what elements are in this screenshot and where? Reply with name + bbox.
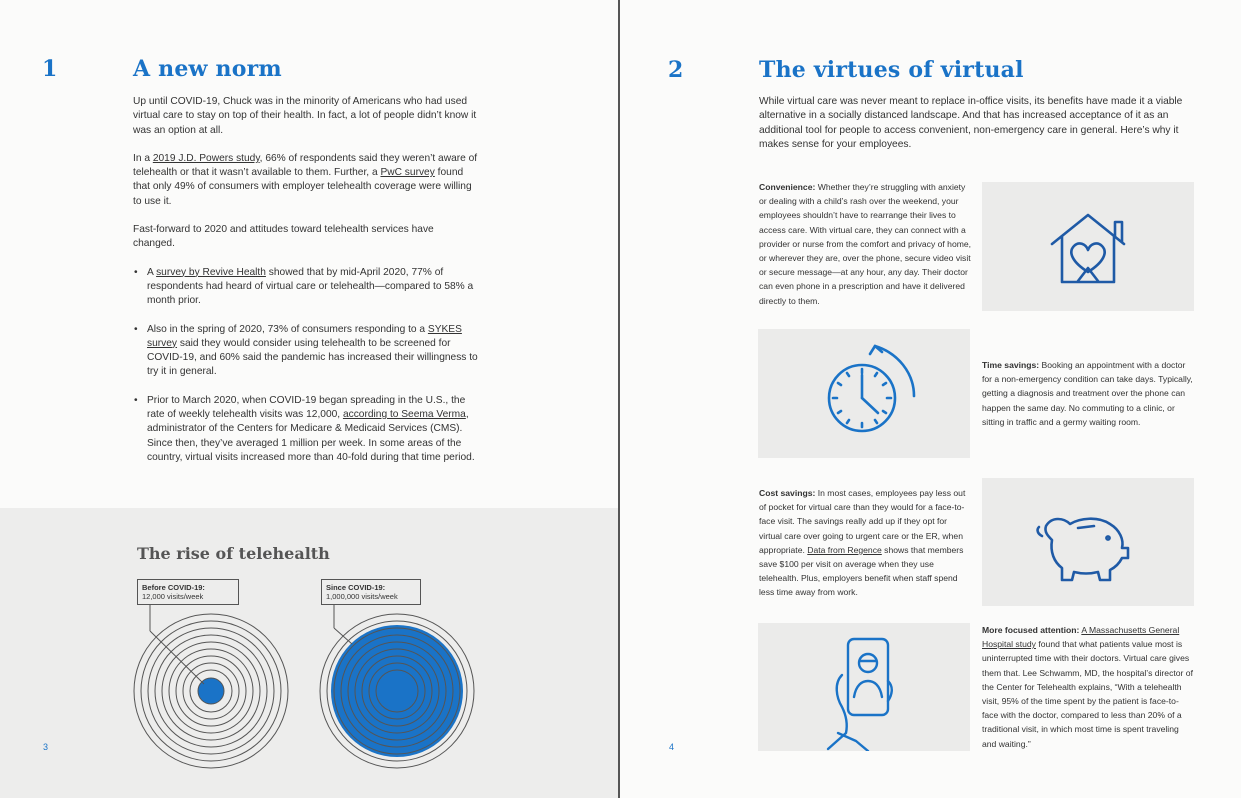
bullet-glyph: • <box>134 266 138 278</box>
card-body: Booking an appointment with a doctor for a non-emergency condition can take days. Typically, getting a diagnosis and treatment over the phone can happen the same day. No commuting to a clinic, or sitting in traffic and a germy waiting room. <box>982 360 1193 427</box>
text: Prior to March 2020, when COVID-19 began spreading in the U.S., the rate of weekly telehealth visits was 12,000, <box>147 394 466 421</box>
sykes-survey-link[interactable]: SYKES survey <box>147 323 462 349</box>
time-savings-image <box>758 329 970 458</box>
cost-savings-image <box>982 478 1194 606</box>
text: In a <box>133 152 153 164</box>
left-page <box>0 0 618 798</box>
telehealth-rings-graphic <box>0 508 618 798</box>
since-callout <box>321 579 421 605</box>
text: Also in the spring of 2020, 73% of consumers responding to a <box>147 323 428 335</box>
card-body: Whether they’re struggling with anxiety or dealing with a child’s rash over the weekend, your employees shouldn’t have to rearrange their lives to access care. With virtual care, they can connect with a provider or nurse from the comfort and privacy of home, or wherever they are, over the phone, secure video visit or secure message—at any hour, any day. Their doctor can even phone in a prescription and have it delivered directly to them. <box>759 182 972 306</box>
card-heading: Convenience: <box>759 182 816 192</box>
regence-data-link[interactable]: Data from Regence <box>807 544 882 555</box>
text: showed that by mid-April 2020, 77% of respondents had heard of virtual care or telehealth—compared to 58% a month prior. <box>147 266 474 307</box>
jd-powers-link[interactable]: 2019 J.D. Powers study <box>152 152 260 164</box>
card-body: found that what patients value most is uninterrupted time with their doctors. Virtual care gives them that. Lee Schwamm, MD, the hospital’s director of the Center for Telehealth explains, “With a telehealth visit, 95% of the time spent by the patient is face-to-face with the doctor, compared to less than 20% of a traditional visit, in which most time is spent traveling and waiting.” <box>982 639 1193 749</box>
bullet-glyph: • <box>134 323 138 335</box>
intro-paragraph: While virtual care was never meant to replace in-office visits, its benefits have made it a viable alternative in a socially distanced landscape. And that has increased acceptance of it as an additional tool for people to access convenient, non-emergency care in general. Here’s why it makes sense for your employees. <box>759 96 1183 150</box>
before-label: Before COVID-19: <box>142 583 205 592</box>
body-column <box>133 95 478 479</box>
paragraph: Up until COVID-19, Chuck was in the minority of Americans who had used virtual care to stay on top of their health. In fact, a lot of people didn’t know it was an option at all. <box>133 96 477 136</box>
focused-attention-card-text <box>982 623 1195 751</box>
page-number: 3 <box>43 742 49 752</box>
paragraph <box>133 152 478 209</box>
section-title: A new norm <box>133 56 282 82</box>
text: , administrator of the Centers for Medicare & Medicaid Services (CMS). Since then, they’ve averaged 1 million per week. In some areas of the country, virtual visits increased more than 40-fold during that time period. <box>147 409 475 463</box>
bullet-list <box>133 266 478 466</box>
list-item <box>133 266 478 309</box>
section-number: 2 <box>668 57 684 83</box>
since-value: 1,000,000 visits/week <box>326 592 398 601</box>
page-number: 4 <box>669 742 675 752</box>
text: , 66% of respondents said they weren’t aware of telehealth or that it wasn’t available to them. Further, a <box>133 152 478 179</box>
clock-icon <box>758 329 970 458</box>
convenience-image <box>982 182 1194 311</box>
list-item <box>133 323 478 380</box>
since-label: Since COVID-19: <box>326 583 386 592</box>
card-body: In most cases, employees pay less out of pocket for virtual care than they would for a face-to-face visit. The savings really add up if they opt for virtual care over going to urgent care or the ER, when appropriate. <box>759 488 966 555</box>
section-title: The virtues of virtual <box>759 57 1024 83</box>
card-heading: More focused attention: <box>982 625 1080 635</box>
bullet-glyph: • <box>134 394 138 406</box>
before-callout <box>137 579 239 605</box>
piggy-bank-icon <box>982 478 1194 606</box>
text: found that only 49% of consumers with employer telehealth coverage were willing to use it. <box>133 167 472 207</box>
convenience-card-text <box>759 180 972 308</box>
text: said they would consider using telehealth to be screened for COVID-19, and 60% said the pandemic has increased their willingness to try it in general. <box>147 337 478 378</box>
section-number: 1 <box>42 56 58 82</box>
revive-health-link[interactable]: survey by Revive Health <box>156 266 266 278</box>
card-body: shows that members save $100 per visit on average when they use telehealth. Plus, employers benefit when staff spend less time away from work. <box>759 544 964 598</box>
focused-attention-image <box>758 623 970 751</box>
text: A <box>147 266 157 278</box>
since-filled-area <box>331 625 463 757</box>
paragraph: Fast-forward to 2020 and attitudes toward telehealth services have changed. <box>133 224 434 250</box>
card-heading: Cost savings: <box>759 488 816 498</box>
phone-doctor-icon <box>758 623 970 751</box>
cost-savings-card-text <box>759 486 972 600</box>
seema-verma-link[interactable]: according to Seema Verma <box>342 409 466 421</box>
time-savings-card-text <box>982 358 1195 429</box>
mass-general-study-link[interactable]: A Massachusetts General Hospital study <box>982 625 1180 650</box>
right-page <box>620 0 1241 798</box>
pwc-survey-link[interactable]: PwC survey <box>380 167 435 179</box>
before-value: 12,000 visits/week <box>142 592 204 601</box>
infographic-title: The rise of telehealth <box>137 544 330 563</box>
list-item <box>133 394 478 465</box>
house-heart-icon <box>982 182 1194 311</box>
card-heading: Time savings: <box>982 360 1040 370</box>
